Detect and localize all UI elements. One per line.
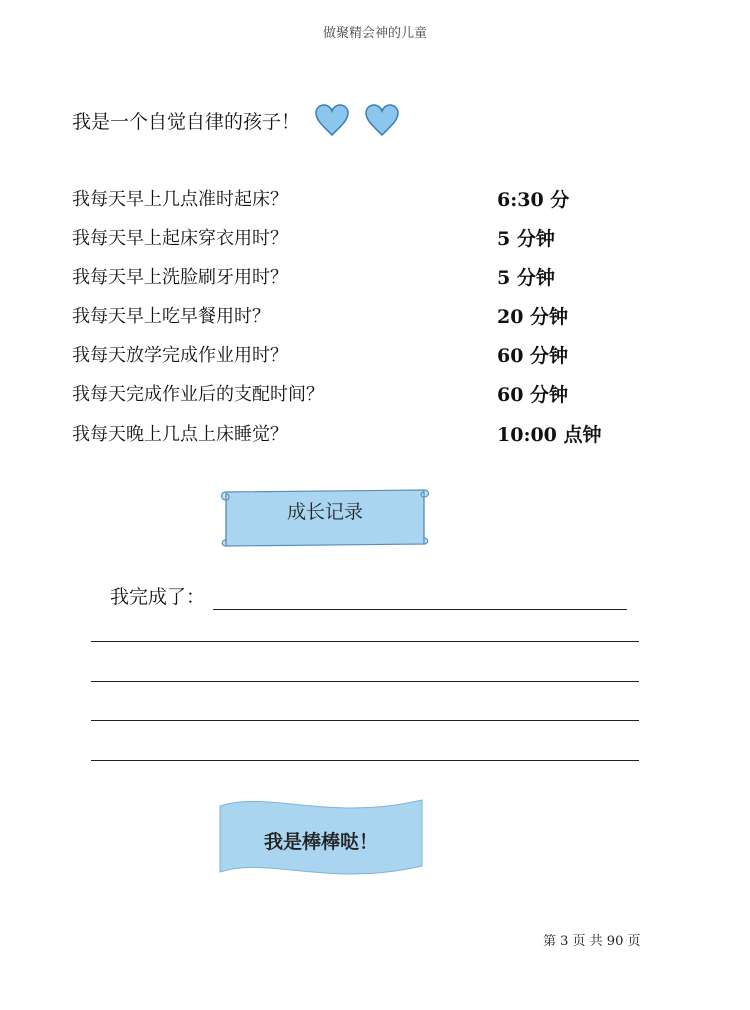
qa-question: 我每天早上起床穿衣用时？ [72,228,288,249]
completed-row [110,580,627,610]
qa-answer: 5 分钟 [497,266,555,289]
qa-question: 我每天完成作业后的支配时间？ [72,384,324,405]
page-header: 做聚精会神的儿童 [322,26,427,41]
growth-record-label: 成长记录 [286,501,363,523]
qa-question: 我每天早上吃早餐用时？ [72,306,270,327]
writing-line[interactable] [91,760,639,761]
writing-line[interactable] [91,681,639,682]
qa-row-washing [72,261,632,291]
qa-question: 我每天晚上几点上床睡觉？ [72,424,288,445]
page-number: 第 3 页 共 90 页 [543,934,641,949]
completed-answer-line[interactable] [213,587,627,610]
heart-icon [314,103,350,137]
qa-answer: 60 分钟 [497,344,569,367]
qa-row-bedtime [72,418,632,448]
heart-icon [364,103,400,137]
qa-row-breakfast [72,300,632,330]
writing-line[interactable] [91,641,639,642]
praise-label: 我是棒棒哒！ [263,831,378,853]
qa-row-dressing [72,222,632,252]
qa-answer: 6:30 分 [497,188,570,211]
page-heading: 我是一个自觉自律的孩子！ [72,110,301,133]
heading-row [72,100,400,140]
qa-row-wake-time [72,183,632,213]
qa-row-homework [72,339,632,369]
qa-answer: 5 分钟 [497,227,555,250]
qa-answer: 10:00 点钟 [497,423,602,446]
qa-answer: 60 分钟 [497,383,569,406]
qa-question: 我每天早上几点准时起床？ [72,189,288,210]
qa-row-free-time [72,378,632,408]
completed-label: 我完成了： [110,586,206,608]
qa-question: 我每天放学完成作业用时？ [72,345,288,366]
qa-answer: 20 分钟 [497,305,569,328]
qa-question: 我每天早上洗脸刷牙用时？ [72,267,288,288]
writing-line[interactable] [91,720,639,721]
